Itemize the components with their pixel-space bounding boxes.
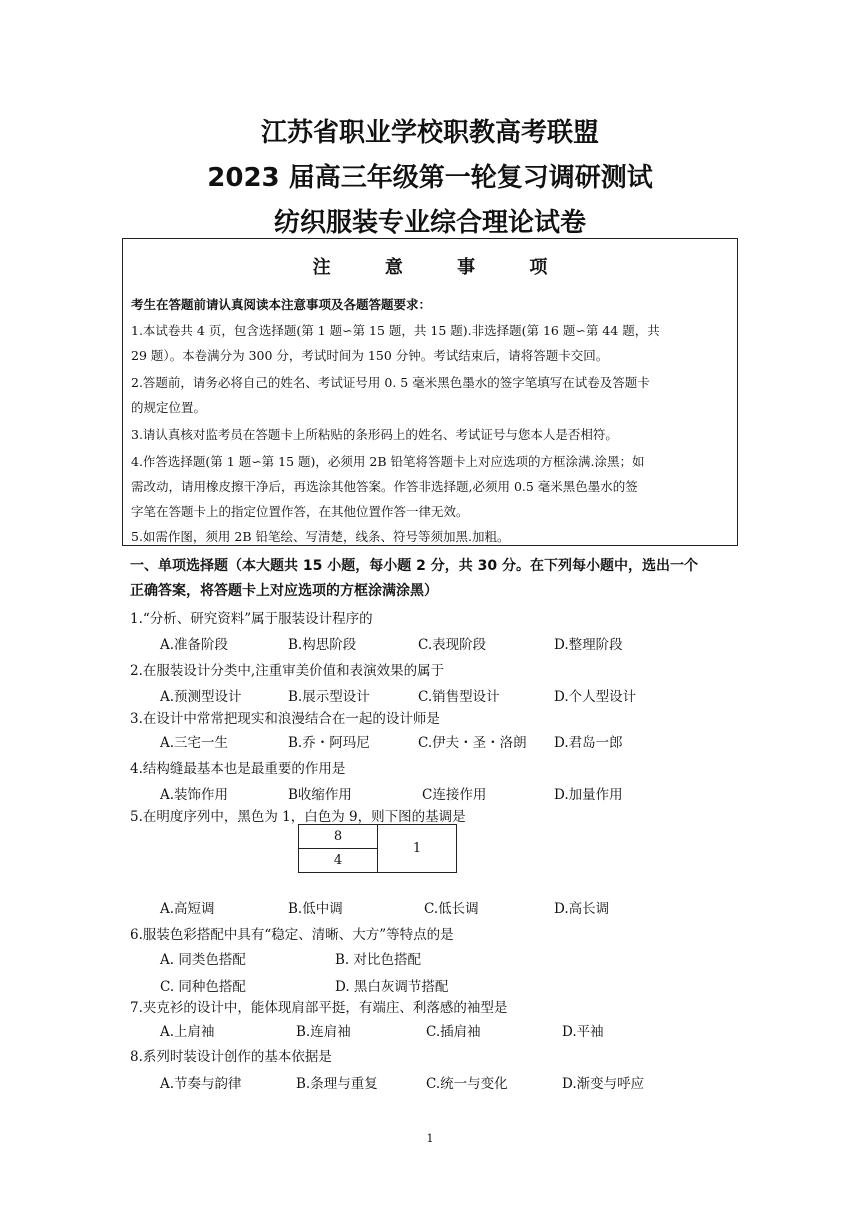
- option-b: B.连肩袖: [296, 1024, 351, 1040]
- question-stem: 6.服装色彩搭配中具有“稳定、清晰、大方”等特点的是: [130, 927, 454, 943]
- notice-line: 29 题）。本卷满分为 300 分，考试时间为 150 分钟。考试结束后，请将答题卡交回。: [131, 348, 609, 363]
- option-a: A.高短调: [160, 901, 215, 917]
- notice-heading-char: 事: [457, 257, 476, 278]
- option-b: B收缩作用: [288, 787, 352, 803]
- notice-box: [122, 238, 738, 546]
- option-c: C.销售型设计: [418, 689, 500, 705]
- exam-title-line3: 纺织服装专业综合理论试卷: [273, 208, 586, 238]
- question-stem: 5.在明度序列中，黑色为 1，白色为 9，则下图的基调是: [130, 809, 466, 825]
- question-stem: 2.在服装设计分类中,注重审美价值和表演效果的属于: [130, 663, 445, 679]
- option-b: B.构思阶段: [288, 637, 357, 653]
- exam-title-line1: 江苏省职业学校职教高考联盟: [260, 118, 599, 148]
- figure-cell-right: 1: [378, 825, 457, 873]
- option-b: B.条理与重复: [296, 1076, 378, 1092]
- question-stem: 4.结构缝最基本也是最重要的作用是: [130, 761, 346, 777]
- option-b: B.低中调: [288, 901, 343, 917]
- option-b: B. 对比色搭配: [335, 952, 422, 968]
- option-c: C.低长调: [424, 901, 479, 917]
- question-stem: 7.夹克衫的设计中，能体现肩部平挺，有端庄、利落感的袖型是: [130, 1000, 508, 1016]
- option-c: C.伊夫・圣・洛朗: [418, 735, 527, 751]
- option-a: A.三宅一生: [160, 735, 229, 751]
- option-d: D.君岛一郎: [554, 735, 623, 751]
- notice-line: 2.答题前，请务必将自己的姓名、考试证号用 0. 5 毫米黑色墨水的签字笔填写在试卷及答题卡: [131, 375, 650, 390]
- figure-cell-top: 8: [299, 825, 378, 849]
- option-c: C.表现阶段: [418, 637, 487, 653]
- option-a: A. 同类色搭配: [160, 952, 246, 968]
- notice-line: 1.本试卷共 4 页，包含选择题(第 1 题∽第 15 题，共 15 题).非选择题(第 16 题∽第 44 题，共: [131, 323, 660, 338]
- notice-heading-char: 注: [312, 257, 331, 278]
- notice-heading-char: 意: [384, 257, 403, 278]
- notice-line: 的规定位置。: [131, 400, 207, 415]
- notice-heading-char: 项: [529, 257, 548, 278]
- option-d: D.平袖: [562, 1024, 604, 1040]
- notice-line: 4.作答选择题(第 1 题∽第 15 题)，必须用 2B 铅笔将答题卡上对应选项的方框涂满.涂黑；如: [131, 454, 645, 469]
- option-c: C连接作用: [422, 787, 487, 803]
- section-heading: 正确答案，将答题卡上对应选项的方框涂满涂黑）: [130, 583, 438, 599]
- option-b: B.乔・阿玛尼: [288, 735, 370, 751]
- notice-line: 需改动，请用橡皮擦干净后，再选涂其他答案。作答非选择题,必须用 0.5 毫米黑色墨水的签: [131, 479, 638, 494]
- page-number: 1: [426, 1132, 434, 1145]
- option-a: A.预测型设计: [160, 689, 242, 705]
- option-d: D.个人型设计: [554, 689, 637, 705]
- option-a: A.上肩袖: [160, 1024, 215, 1040]
- option-c: C. 同种色搭配: [160, 979, 246, 995]
- notice-line: 3.请认真核对监考员在答题卡上所粘贴的条形码上的姓名、考试证号与您本人是否相符。: [131, 427, 618, 442]
- option-a: A.节奏与韵律: [160, 1076, 242, 1092]
- option-c: C.统一与变化: [426, 1076, 508, 1092]
- option-a: A.装饰作用: [160, 787, 229, 803]
- notice-line: 字笔在答题卡上的指定位置作答，在其他位置作答一律无效。: [131, 504, 469, 519]
- question-stem: 1.“分析、研究资料”属于服装设计程序的: [130, 611, 373, 627]
- option-d: D.加量作用: [554, 787, 623, 803]
- option-a: A.准备阶段: [160, 637, 229, 653]
- section-heading: 一、单项选择题（本大题共 15 小题，每小题 2 分，共 30 分。在下列每小题中，选出一个: [130, 558, 698, 574]
- question-stem: 8.系列时装设计创作的基本依据是: [130, 1049, 332, 1065]
- question-stem: 3.在设计中常常把现实和浪漫结合在一起的设计师是: [130, 711, 440, 727]
- option-d: D. 黑白灰调节搭配: [335, 979, 449, 995]
- figure-cell-bottom: 4: [299, 849, 378, 873]
- notice-line: 5.如需作图，须用 2B 铅笔绘、写清楚，线条、符号等须加黑.加粗。: [131, 529, 510, 544]
- option-d: D.渐变与呼应: [562, 1076, 645, 1092]
- option-d: D.整理阶段: [554, 637, 623, 653]
- notice-intro: 考生在答题前请认真阅读本注意事项及各题答题要求：: [131, 297, 432, 312]
- lightness-figure: [298, 824, 457, 873]
- option-c: C.插肩袖: [426, 1024, 481, 1040]
- option-b: B.展示型设计: [288, 689, 370, 705]
- notice-heading: [123, 253, 737, 279]
- exam-title-line2: 2023 届高三年级第一轮复习调研测试: [207, 163, 653, 193]
- option-d: D.高长调: [554, 901, 610, 917]
